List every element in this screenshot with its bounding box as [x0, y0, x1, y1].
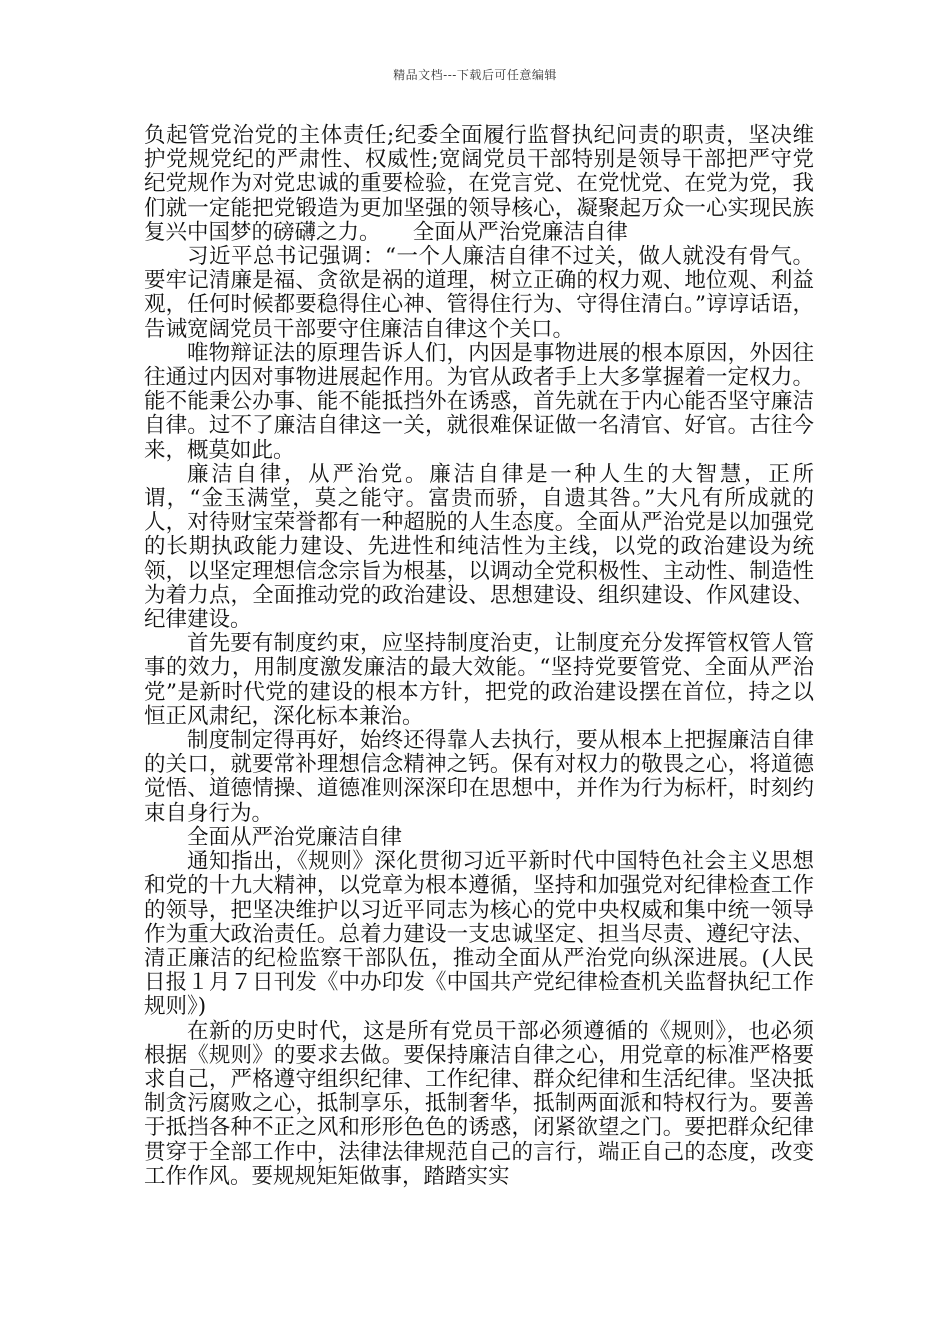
paragraph-5: 首先要有制度约束，应坚持制度治吏，让制度充分发挥管权管人管事的效力，用制度激发廉洁的最大效能。“坚持党要管党、全面从严治党”是新时代党的建设的根本方针，把党的政治建设摆在首位，持之以恒正风肃纪，深化标本兼治。	[144, 631, 814, 729]
page-header: 精品文档---下载后可任意编辑	[393, 68, 557, 82]
paragraph-2: 习近平总书记强调：“一个人廉洁自律不过关，做人就没有骨气。要牢记清廉是福、贪欲是祸的道理，树立正确的权力观、地位观、利益观，任何时候都要稳得住心神、管得住行为、守得住清白。”谆谆话语，告诫宽阔党员干部要守住廉洁自律这个关口。	[144, 244, 814, 342]
paragraph-6: 制度制定得再好，始终还得靠人去执行，要从根本上把握廉洁自律的关口，就要常补理想信念精神之钙。保有对权力的敬畏之心，将道德觉悟、道德情操、道德准则深深印在思想中，并作为行为标杆，时刻约束自身行为。	[144, 728, 814, 826]
paragraph-4: 廉洁自律，从严治党。廉洁自律是一种人生的大智慧，正所谓，“金玉满堂，莫之能守。富贵而骄，自遗其咎。”大凡有所成就的人，对待财宝荣誉都有一种超脱的人生态度。全面从严治党是以加强党的长期执政能力建设、先进性和纯洁性为主线，以党的政治建设为统领，以坚定理想信念宗旨为根基，以调动全党积极性、主动性、制造性为着力点，全面推动党的政治建设、思想建设、组织建设、作风建设、纪律建设。	[144, 461, 814, 633]
paragraph-3: 唯物辩证法的原理告诉人们，内因是事物进展的根本原因，外因往往通过内因对事物进展起作用。为官从政者手上大多掌握着一定权力。能不能秉公办事、能不能抵挡外在诱惑，首先就在于内心能否坚守廉洁自律。过不了廉洁自律这一关，就很难保证做一名清官、好官。古往今来，概莫如此。	[144, 340, 814, 463]
section-heading: 全面从严治党廉洁自律	[187, 824, 403, 850]
document-body	[144, 124, 814, 1189]
paragraph-8: 在新的历史时代，这是所有党员干部必须遵循的《规则》，也必须根据《规则》的要求去做。要保持廉洁自律之心，用党章的标准严格要求自己，严格遵守组织纪律、工作纪律、群众纪律和生活纪律。坚决抵制贪污腐败之心，抵制享乐，抵制奢华，抵制两面派和特权行为。要善于抵挡各种不正之风和形形色色的诱惑，闭紧欲望之门。要把群众纪律贯穿于全部工作中，法律法律规范自己的言行，端正自己的态度，改变工作作风。要规规矩矩做事，踏踏实实	[144, 1018, 814, 1189]
paragraph-7: 通知指出，《规则》深化贯彻习近平新时代中国特色社会主义思想和党的十九大精神，以党章为根本遵循，坚持和加强党对纪律检查工作的领导，把坚决维护以习近平同志为核心的党中央权威和集中统一领导作为重大政治责任。总着力建设一支忠诚坚定、担当尽责、遵纪守法、清正廉洁的纪检监察干部队伍，推动全面从严治党向纵深进展。(人民日报１月７日刊发《中办印发《中国共产党纪律检查机关监督执纪工作规则》)	[144, 849, 814, 1020]
paragraph-1: 负起管党治党的主体责任;纪委全面履行监督执纪问责的职责，坚决维护党规党纪的严肃性、权威性;宽阔党员干部特别是领导干部把严守党纪党规作为对党忠诚的重要检验，在党言党、在党忧党、在党为党，我们就一定能把党锻造为更加坚强的领导核心，凝聚起万众一心实现民族复兴中国梦的磅礴之力。 全面从严治党廉洁自律	[144, 123, 814, 245]
